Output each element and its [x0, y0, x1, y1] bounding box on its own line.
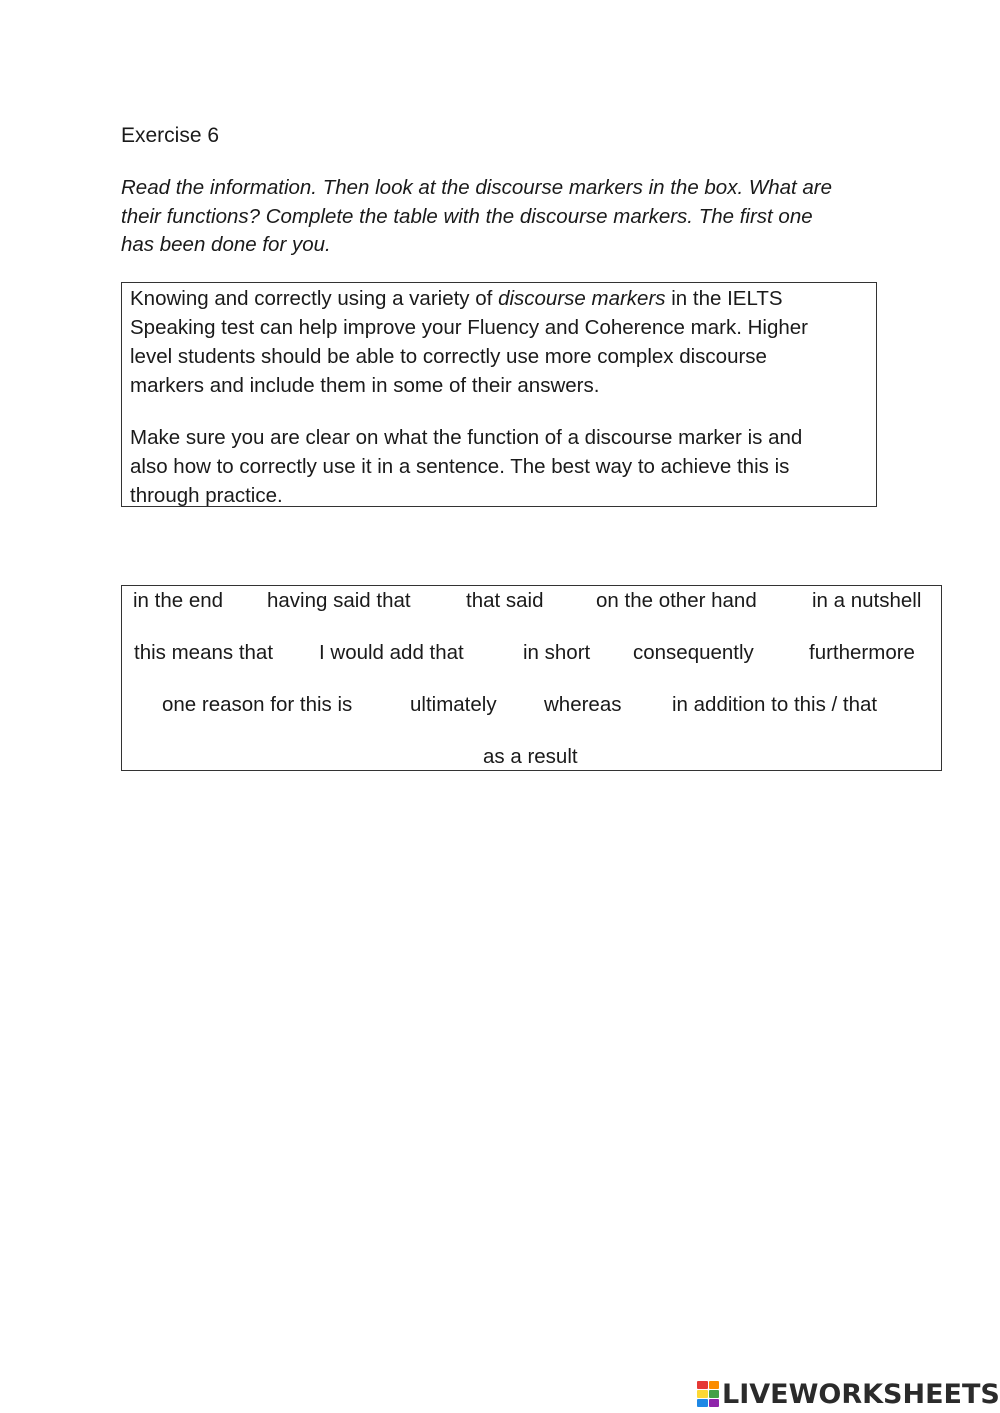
logo-square	[697, 1381, 708, 1389]
logo-square	[709, 1381, 720, 1389]
logo-square	[709, 1399, 720, 1407]
marker-word: having said that	[267, 589, 411, 612]
marker-word: in short	[523, 641, 591, 664]
marker-word: furthermore	[809, 641, 915, 664]
logo-square	[697, 1390, 708, 1398]
marker-word: that said	[466, 589, 544, 612]
instructions-line: Read the information. Then look at the discourse markers in the box. What are	[121, 176, 833, 199]
info-text: Knowing and correctly using a variety of	[130, 287, 499, 310]
info-text: markers and include them in some of their answers.	[130, 374, 600, 397]
marker-word: consequently	[633, 641, 754, 664]
info-text: level students should be able to correctly use more complex discourse	[130, 345, 767, 368]
info-box	[121, 282, 877, 507]
marker-word: in addition to this / that	[672, 693, 878, 716]
liveworksheets-logo	[697, 1378, 1000, 1410]
logo-mark-icon	[697, 1381, 719, 1407]
marker-word: ultimately	[410, 693, 497, 716]
instructions-line: their functions? Complete the table with the discourse markers. The first one	[121, 204, 813, 228]
info-text: in the IELTS	[665, 287, 783, 310]
marker-word: this means that	[134, 641, 274, 664]
instructions-line: has been done for you.	[121, 233, 331, 256]
marker-word: in a nutshell	[812, 589, 922, 612]
logo-text: LIVEWORKSHEETS	[722, 1378, 1000, 1410]
info-text: Make sure you are clear on what the function of a discourse marker is and	[130, 426, 803, 449]
info-emphasis: discourse markers	[498, 287, 666, 310]
info-text: also how to correctly use it in a sentence. The best way to achieve this is	[130, 455, 790, 478]
logo-square	[709, 1390, 720, 1398]
instructions	[121, 174, 881, 260]
marker-word: on the other hand	[596, 589, 757, 612]
info-text: through practice.	[130, 484, 283, 507]
marker-word: in the end	[133, 589, 224, 612]
info-paragraph-2	[130, 423, 866, 510]
marker-word: I would add that	[319, 641, 464, 664]
exercise-title: Exercise 6	[121, 124, 220, 147]
marker-word: whereas	[544, 693, 622, 716]
discourse-marker-box	[121, 585, 942, 771]
marker-word: one reason for this is	[162, 693, 353, 716]
marker-word: as a result	[483, 745, 578, 768]
logo-square	[697, 1399, 708, 1407]
info-paragraph-1	[130, 284, 866, 400]
info-text: Speaking test can help improve your Fluency and Coherence mark. Higher	[130, 316, 808, 339]
